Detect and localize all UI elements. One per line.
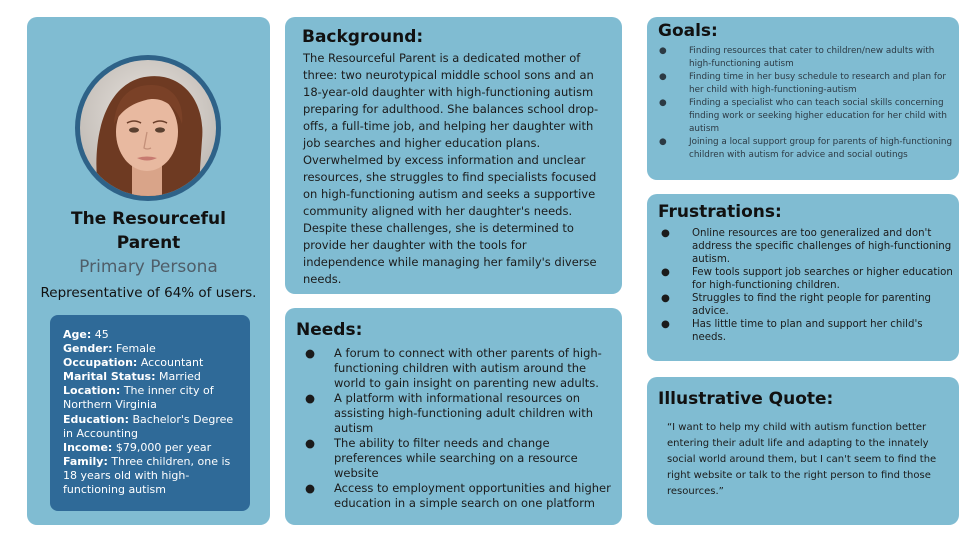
detail-marital-status: Marital Status: Married: [63, 370, 201, 384]
detail-income: Income: $79,000 per year: [63, 440, 212, 454]
persona-details-panel: [50, 315, 250, 511]
detail-occupation: Occupation: Accountant: [63, 356, 204, 370]
needs-card: [285, 308, 622, 525]
list-item: ● Online resources are too generalized and don't address the specific challenges of high-functioning autism.: [661, 228, 952, 265]
frustrations-card: [647, 194, 959, 361]
detail-education: Education: Bachelor's Degree in Accounting: [63, 412, 234, 440]
goals-title: Goals:: [658, 21, 718, 41]
frustrations-list: [661, 227, 953, 344]
persona-name: The Resourceful Parent: [71, 209, 226, 253]
quote-text: “I want to help my child with autism function better entering their adult life and adapting to the innately social world around them, but I can't seem to find the right website or talk to the right person to find those resources.”: [667, 422, 937, 497]
quote-title: Illustrative Quote:: [658, 389, 834, 409]
avatar-portrait-image: [80, 60, 216, 196]
list-item: ● Few tools support job searches or higher education for high-functioning children.: [661, 267, 953, 291]
list-item: ● The ability to filter needs and change preferences while searching on a resource website: [305, 436, 578, 480]
frustrations-title: Frustrations:: [658, 202, 782, 222]
needs-list: [305, 346, 615, 511]
quote-card: [647, 377, 959, 525]
persona-card: [27, 17, 270, 525]
list-item: ● Joining a local support group for parents of high-functioning children with autism for advice and social outings: [659, 137, 953, 160]
background-text: The Resourceful Parent is a dedicated mother of three: two neurotypical middle school sons and an 18-year-old daughter with high-functioning autism preparing for adulthood. She balances school drop-offs, a full-time job, and helping her daughter with job searches and higher education plans. Overwhelmed by excess information and unclear resources, she struggles to find specialists focused on high-functioning autism and seeks a supportive community aligned with her daughter's needs. Despite these challenges, she is determined to provide her daughter with the tools for independence while managing her family's diverse needs.: [303, 51, 599, 286]
list-item: ● Access to employment opportunities and higher education in a simple search on one platform: [305, 481, 611, 510]
avatar: [75, 55, 221, 201]
detail-gender: Gender: Female: [63, 342, 156, 356]
detail-family: Family: Three children, one is 18 years old with high-functioning autism: [63, 454, 231, 497]
needs-title: Needs:: [296, 320, 363, 340]
list-item: ● Finding time in her busy schedule to research and plan for her child with high-functioning-autism: [659, 72, 946, 95]
goals-card: [647, 17, 959, 180]
list-item: ● A forum to connect with other parents of high-functioning children with autism around the world to gain insight on parenting new adults.: [305, 346, 602, 390]
background-card: [285, 17, 622, 294]
persona-role: Primary Persona: [79, 257, 218, 277]
list-item: ● A platform with informational resources on assisting high-functioning adult children with autism: [305, 391, 593, 435]
list-item: ● Finding resources that cater to children/new adults with high-functioning autism: [659, 46, 935, 69]
background-title: Background:: [302, 27, 424, 47]
list-item: ● Finding a specialist who can teach social skills concerning finding work or seeking higher education for her child with autism: [659, 98, 947, 134]
list-item: ● Struggles to find the right people for parenting advice.: [661, 293, 932, 317]
detail-age: Age: 45: [63, 328, 109, 341]
goals-list: [659, 45, 954, 162]
list-item: ● Has little time to plan and support her child's needs.: [661, 319, 923, 343]
persona-representation: Representative of 64% of users.: [40, 285, 257, 301]
detail-location: Location: The inner city of Northern Virginia: [63, 384, 214, 412]
